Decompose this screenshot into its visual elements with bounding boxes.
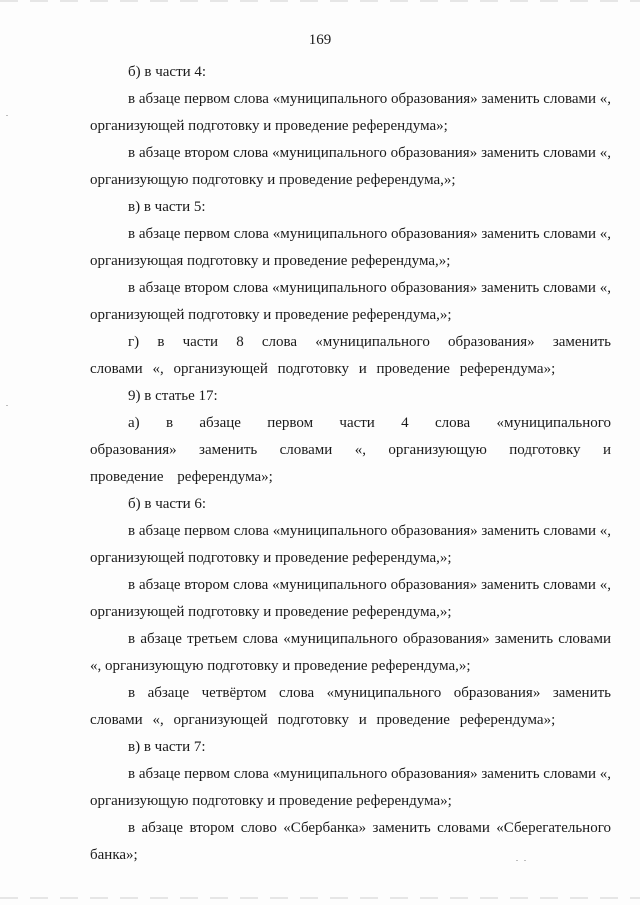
scan-speck [524, 860, 526, 861]
paragraph-5: в абзаце первом слова «муниципального образования» заменить словами «, организующая подготовку и проведение референдума,»; [90, 226, 612, 269]
paragraph-14: в абзаце четвёртом слова «муниципального образования» заменить словами «, организующей подготовку и проведение референдума»; [90, 685, 611, 728]
paragraph-2: в абзаце первом слова «муниципального образования» заменить словами «, организующей подготовку и проведение референдума»; [90, 91, 612, 134]
scan-speck [6, 115, 8, 116]
paragraph-11: в абзаце первом слова «муниципального образования» заменить словами «, организующей подготовку и проведение референдума,»; [90, 523, 612, 566]
page-number: 169 [308, 32, 332, 48]
document-body [90, 59, 611, 869]
paragraph-7: г) в части 8 слова «муниципального образования» заменить словами «, организующей подготовку и проведение референдума»; [90, 334, 611, 377]
paragraph-12: в абзаце втором слова «муниципального образования» заменить словами «, организующей подготовку и проведение референдума,»; [90, 577, 611, 620]
scan-edge-bottom [0, 897, 640, 899]
paragraph-4: в) в части 5: [128, 199, 206, 215]
paragraph-3: в абзаце втором слова «муниципального образования» заменить словами «, организующую подготовку и проведение референдума,»; [90, 145, 611, 188]
paragraph-8: 9) в статье 17: [128, 388, 218, 404]
paragraph-6: в абзаце втором слова «муниципального образования» заменить словами «, организующей подготовку и проведение референдума,»; [90, 280, 611, 323]
paragraph-9: а) в абзаце первом части 4 слова «муниципального образования» заменить словами «, организующую подготовку и проведение референдума»; [90, 415, 611, 485]
paragraph-10: б) в части 6: [128, 496, 207, 512]
paragraph-1: б) в части 4: [128, 64, 207, 80]
scan-speck [516, 860, 518, 861]
paragraph-15: в) в части 7: [128, 739, 206, 755]
paragraph-13: в абзаце третьем слова «муниципального образования» заменить словами «, организующую подготовку и проведение референдума,»; [90, 631, 611, 674]
paragraph-17: в абзаце втором слово «Сбербанка» заменить словами «Сберегательного банка»; [90, 820, 611, 863]
paragraph-16: в абзаце первом слова «муниципального образования» заменить словами «, организующую подготовку и проведение референдума»; [90, 766, 612, 809]
scan-speck [6, 405, 8, 406]
scan-edge-top [0, 0, 640, 2]
